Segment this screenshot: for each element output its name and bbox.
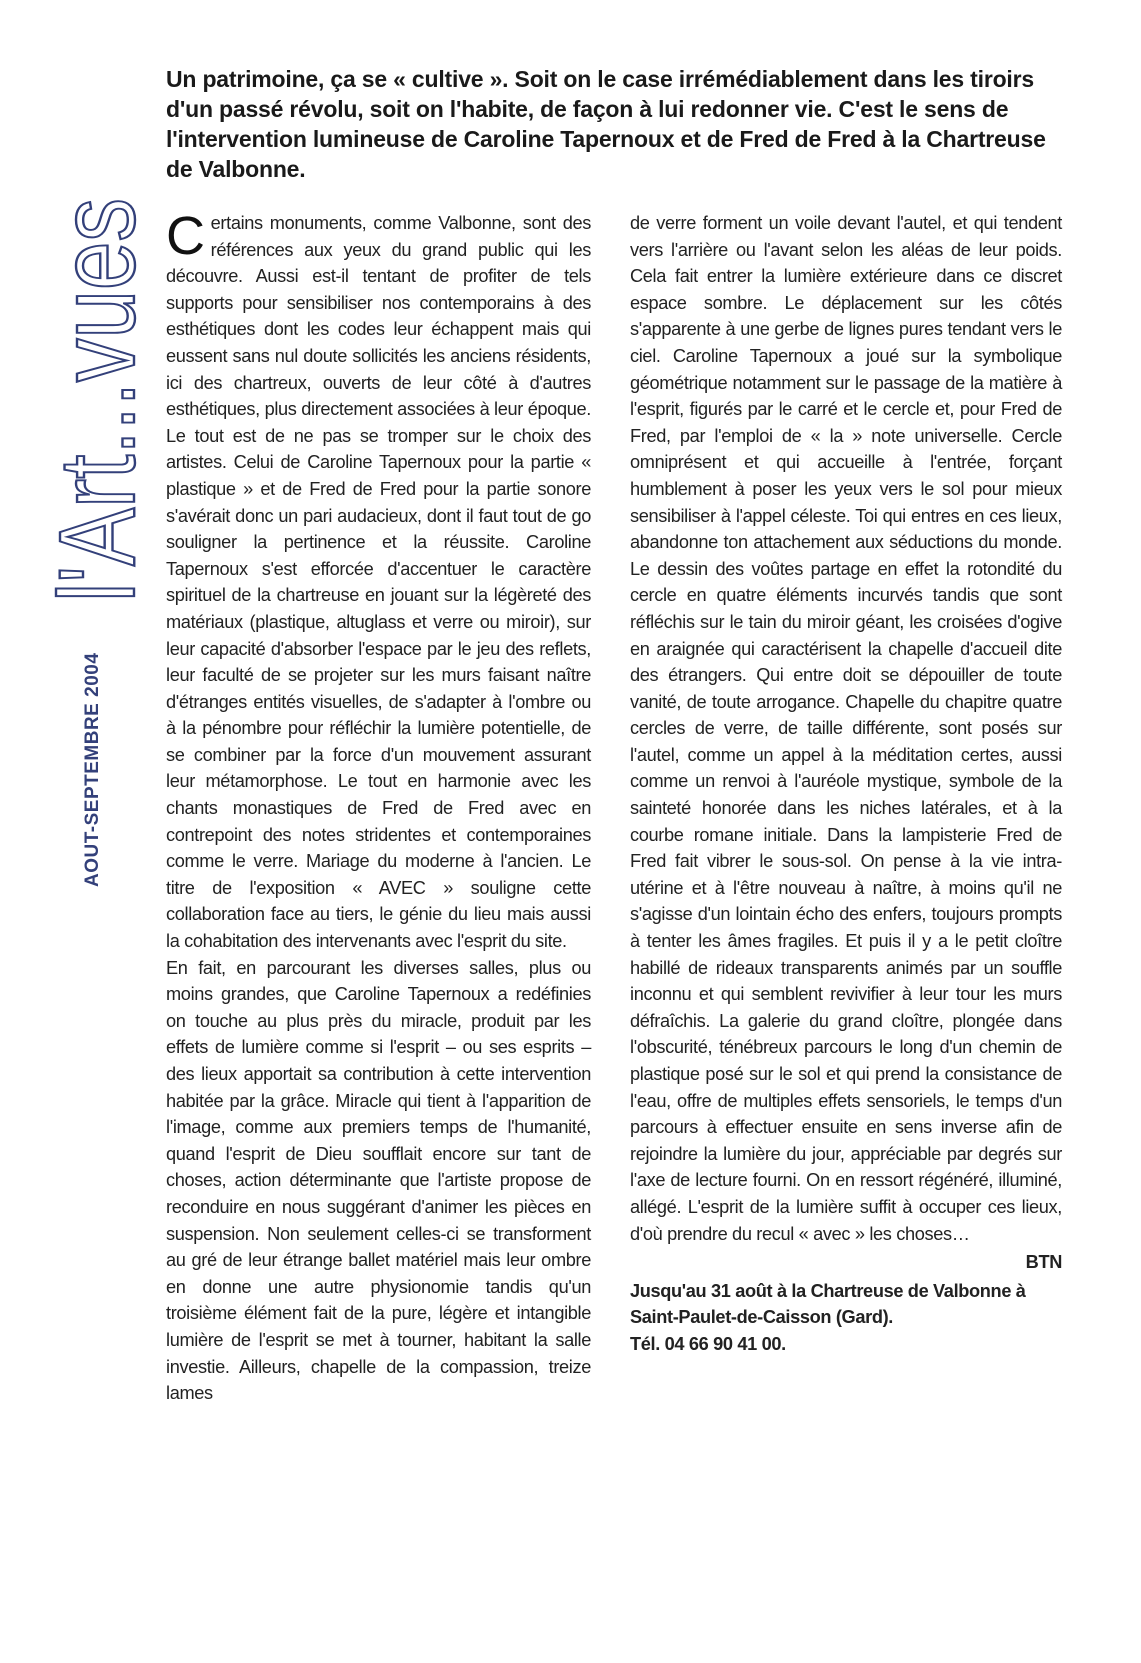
- drop-cap: C: [166, 206, 205, 266]
- exhibition-info: [630, 1278, 1062, 1358]
- exhibition-dates: Jusqu'au 31 août à la Chartreuse de Valbonne à: [630, 1280, 1026, 1301]
- masthead-sidebar: [36, 101, 157, 910]
- article-paragraph-2: En fait, en parcourant les diverses salles, plus ou moins grandes, que Caroline Tapernoux a redéfinies on touche au plus près du miracle, produit par les effets de lumière comme si l'esprit – ou ses esprits – des lieux apportait sa contribution à cette intervention habitée par la grâce. Miracle qui tient à l'apparition de l'image, comme aux premiers temps de l'humanité, quand l'esprit de Dieu soufflait encore sur tant de choses, action déterminante que l'artiste propose de reconduire en nous suggérant d'animer les pièces en suspension. Non seulement celles-ci se transforment au gré de leur étrange ballet matériel mais leur ombre en donne une autre physionomie tandis qu'un troisième élément fait de la pure, légère et intangible lumière de l'esprit se met à tourner, habitant la salle investie. Ailleurs, chapelle de la compassion, treize lames: [166, 957, 591, 1404]
- author-signature: BTN: [1025, 1252, 1062, 1273]
- exhibition-location: Saint-Paulet-de-Caisson (Gard).: [630, 1307, 894, 1328]
- article-intro: Un patrimoine, ça se « cultive ». Soit on le case irrémédiablement dans les tiroirs d'un passé révolu, soit on l'habite, de façon à lui redonner vie. C'est le sens de l'intervention lumineuse de Caroline Tapernoux et de Fred de Fred à la Chartreuse de Valbonne.: [166, 66, 1046, 182]
- article-paragraph-3: de verre forment un voile devant l'autel, et qui tendent vers l'arrière ou l'avant selon les aléas de leur poids. Cela fait entrer la lumière extérieure dans ce discret espace sombre. Le déplacement sur les côtés s'apparente à une gerbe de lignes pures tendant vers le ciel. Caroline Tapernoux a joué sur la symbolique géométrique notamment sur le passage de la matière à l'esprit, figurés par le carré et le cercle et, pour Fred de Fred, par l'emploi de « la » note universelle. Cercle omniprésent et qui accueille à l'entrée, forçant humblement à poser les yeux vers le sol pour mieux sensibiliser à l'appel céleste. Toi qui entres en ces lieux, abandonne ton attachement aux séductions du monde. Le dessin des voûtes partage en effet la rotondité du cercle en quatre éléments incurvés tandis que sont réfléchis sur le tain du miroir géant, les croisées d'ogive en araignée qui caractérisent la chapelle d'accueil dite des étrangers. Qui entre doit se dépouiller de toute vanité, de toute arrogance. Chapelle du chapitre quatre cercles de verre, de taille différente, sont posés sur l'autel, comme un appel à la méditation certes, aussi comme un renvoi à l'auréole mystique, symbole de la sainteté honorée dans les niches latérales, et à la courbe romane initiale. Dans la lampisterie Fred de Fred fait vibrer le sous-sol. On pense à la vie intra-utérine et à l'être nouveau à naître, à moins qu'il ne s'agisse d'un lointain écho des enfers, toujours prompts à tenter les âmes fragiles. Et puis il y a le petit cloître habillé de rideaux transparents animés par un souffle inconnu et qui semblent revivifier à leur tour les murs défraîchis. La galerie du grand cloître, plongée dans l'obscurité, ténébreux parcours le long d'un chemin de plastique posé sur le sol et qui prend la consistance de l'eau, offre de multiples effets sensoriels, le temps d'un parcours à effectuer ensuite en sens inverse afin de rejoindre la lumière du jour, appréciable par degrés sur l'axe de lecture fourni. On en ressort régénéré, illuminé, allégé. L'esprit de la lumière suffit à occuper ces lieux, d'où prendre du recul « avec » les choses…: [630, 213, 1062, 1244]
- magazine-logo: [36, 101, 157, 610]
- article-column-right: [630, 210, 1062, 1358]
- article-column-left: [166, 206, 591, 1407]
- exhibition-phone: Tél. 04 66 90 41 00.: [630, 1333, 786, 1354]
- magazine-logo-text: l'Art...vues: [36, 101, 157, 602]
- article-paragraph-1: [166, 206, 591, 955]
- magazine-logo-graphic: [36, 101, 157, 610]
- article-paragraph-1-text: ertains monuments, comme Valbonne, sont des références aux yeux du grand public qui les découvre. Aussi est-il tentant de profiter de tels supports pour sensibiliser nos contemporains à des esthétiques dont les codes leur échappent mais qui eussent sans nul doute sollicités les anciens résidents, ici des chartreux, ouverts de leur côté à d'autres esthétiques, plus directement associées à leur époque. Le tout est de ne pas se tromper sur le choix des artistes. Celui de Caroline Tapernoux pour la partie « plastique » et de Fred de Fred pour la partie sonore s'avérait donc un pari audacieux, dont il faut tout de go souligner la pertinence et la réussite. Caroline Tapernoux s'est efforcée d'accentuer le caractère spirituel de la chartreuse en jouant sur la légèreté des matériaux (plastique, altuglass et verre ou miroir), sur leur capacité d'absorber l'espace par le jeu des reflets, leur faculté de se projeter sur les murs faisant naître d'étranges entités visuelles, de s'adapter à l'ombre ou à la pénombre pour réfléchir la lumière potentielle, de se combiner par la force d'un mouvement assurant leur métamorphose. Le tout en harmonie avec les chants monastiques de Fred de Fred avec en contrepoint des notes stridentes et contemporaines comme le verre. Mariage du moderne à l'ancien. Le titre de l'exposition « AVEC » souligne cette collaboration face au tiers, le génie du lieu mais aussi la cohabitation des intervenants avec l'esprit du site.: [166, 213, 591, 952]
- issue-date: AOUT-SEPTEMBRE 2004: [82, 652, 103, 888]
